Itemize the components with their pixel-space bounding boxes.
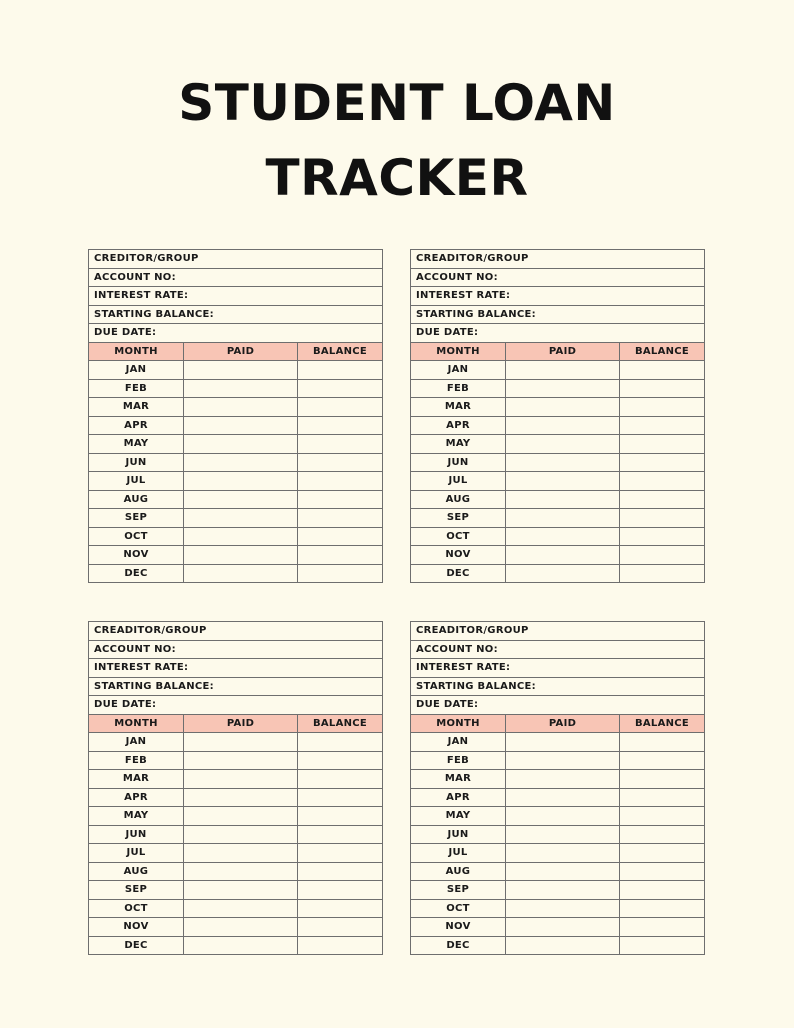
info-field-label[interactable]: INTEREST RATE: [411,659,705,678]
paid-cell[interactable] [184,825,298,844]
balance-cell[interactable] [620,527,705,546]
table-row [411,936,705,955]
month-label: JUN [411,453,506,472]
balance-cell[interactable] [298,751,383,770]
info-row [411,305,705,324]
month-column-header: MONTH [411,714,506,733]
paid-cell[interactable] [506,751,620,770]
info-field-label[interactable]: STARTING BALANCE: [411,677,705,696]
balance-cell[interactable] [298,472,383,491]
table-row [411,361,705,380]
table-row [89,398,383,417]
paid-cell[interactable] [506,918,620,937]
balance-cell[interactable] [298,899,383,918]
paid-cell[interactable] [506,881,620,900]
balance-cell[interactable] [620,936,705,955]
balance-cell[interactable] [298,546,383,565]
month-label: JUL [411,472,506,491]
paid-cell[interactable] [184,881,298,900]
paid-cell[interactable] [506,361,620,380]
info-row [89,268,383,287]
balance-cell[interactable] [620,918,705,937]
table-row [89,564,383,583]
table-row [89,472,383,491]
paid-cell[interactable] [506,546,620,565]
month-column-header: MONTH [411,342,506,361]
paid-cell[interactable] [184,862,298,881]
info-field-label[interactable]: STARTING BALANCE: [411,305,705,324]
month-label: NOV [89,546,184,565]
table-row [411,564,705,583]
paid-cell[interactable] [506,509,620,528]
balance-cell[interactable] [298,788,383,807]
paid-cell[interactable] [184,416,298,435]
paid-column-header: PAID [506,714,620,733]
loan-tracker-table [410,249,705,583]
balance-column-header: BALANCE [620,342,705,361]
month-label: MAR [411,770,506,789]
table-header-row [89,342,383,361]
balance-cell[interactable] [620,770,705,789]
table-row [89,899,383,918]
info-row [411,696,705,715]
month-label: DEC [89,936,184,955]
paid-cell[interactable] [506,899,620,918]
paid-cell[interactable] [184,751,298,770]
table-row [411,416,705,435]
month-label: MAR [411,398,506,417]
balance-cell[interactable] [620,379,705,398]
info-row [411,659,705,678]
info-field-label[interactable]: ACCOUNT NO: [411,640,705,659]
paid-cell[interactable] [506,733,620,752]
paid-cell[interactable] [184,564,298,583]
month-label: OCT [411,899,506,918]
month-label: JUN [89,453,184,472]
table-row [89,862,383,881]
month-label: AUG [411,490,506,509]
balance-cell[interactable] [298,490,383,509]
month-label: NOV [411,918,506,937]
paid-cell[interactable] [506,770,620,789]
paid-cell[interactable] [184,733,298,752]
info-row [411,287,705,306]
month-label: JAN [411,361,506,380]
table-row [411,881,705,900]
balance-cell[interactable] [298,918,383,937]
paid-column-header: PAID [184,342,298,361]
loan-tracker-table [410,621,705,955]
table-row [89,546,383,565]
balance-cell[interactable] [298,733,383,752]
month-label: OCT [89,899,184,918]
paid-cell[interactable] [184,472,298,491]
info-row [89,677,383,696]
paid-cell[interactable] [506,825,620,844]
table-row [89,770,383,789]
paid-cell[interactable] [506,472,620,491]
balance-cell[interactable] [620,490,705,509]
balance-cell[interactable] [298,379,383,398]
balance-cell[interactable] [620,862,705,881]
month-label: DEC [411,564,506,583]
table-row [89,416,383,435]
info-field-label[interactable]: ACCOUNT NO: [89,268,383,287]
table-row [89,936,383,955]
table-row [89,881,383,900]
balance-cell[interactable] [298,435,383,454]
paid-cell[interactable] [184,509,298,528]
month-column-header: MONTH [89,342,184,361]
paid-cell[interactable] [506,844,620,863]
balance-cell[interactable] [620,564,705,583]
info-field-label[interactable]: DUE DATE: [89,324,383,343]
table-header-row [411,714,705,733]
balance-cell[interactable] [620,788,705,807]
info-row [411,250,705,269]
month-label: MAR [89,398,184,417]
info-field-label[interactable]: INTEREST RATE: [411,287,705,306]
table-row [89,825,383,844]
month-label: AUG [89,862,184,881]
table-row [89,361,383,380]
balance-cell[interactable] [298,398,383,417]
month-label: JUL [89,472,184,491]
month-label: MAY [89,435,184,454]
info-row [89,640,383,659]
table-row [89,733,383,752]
month-label: MAY [89,807,184,826]
info-field-label[interactable]: ACCOUNT NO: [411,268,705,287]
table-row [411,472,705,491]
month-label: APR [411,788,506,807]
balance-cell[interactable] [298,862,383,881]
table-row [411,844,705,863]
paid-cell[interactable] [506,435,620,454]
paid-cell[interactable] [184,398,298,417]
month-label: APR [89,788,184,807]
paid-cell[interactable] [184,490,298,509]
table-row [411,918,705,937]
balance-cell[interactable] [620,881,705,900]
balance-cell[interactable] [298,844,383,863]
table-row [411,379,705,398]
table-row [411,770,705,789]
month-label: SEP [411,509,506,528]
balance-cell[interactable] [298,564,383,583]
info-field-label[interactable]: INTEREST RATE: [89,287,383,306]
balance-column-header: BALANCE [298,714,383,733]
month-label: DEC [411,936,506,955]
paid-cell[interactable] [184,379,298,398]
month-label: JUN [411,825,506,844]
info-row [411,622,705,641]
month-label: AUG [89,490,184,509]
paid-cell[interactable] [184,936,298,955]
paid-cell[interactable] [506,398,620,417]
paid-cell[interactable] [184,844,298,863]
paid-cell[interactable] [184,788,298,807]
balance-column-header: BALANCE [620,714,705,733]
table-row [89,509,383,528]
table-row [411,490,705,509]
paid-cell[interactable] [506,862,620,881]
month-label: NOV [89,918,184,937]
table-row [89,435,383,454]
table-row [89,490,383,509]
paid-cell[interactable] [506,564,620,583]
balance-cell[interactable] [298,527,383,546]
paid-cell[interactable] [184,807,298,826]
info-field-label[interactable]: CREADITOR/GROUP [411,622,705,641]
table-row [89,807,383,826]
month-label: MAY [411,807,506,826]
month-label: FEB [411,379,506,398]
info-field-label[interactable]: DUE DATE: [411,696,705,715]
info-row [89,250,383,269]
month-label: JAN [89,361,184,380]
paid-column-header: PAID [184,714,298,733]
balance-cell[interactable] [298,453,383,472]
table-row [89,379,383,398]
month-label: FEB [411,751,506,770]
paid-cell[interactable] [506,936,620,955]
table-header-row [89,714,383,733]
balance-cell[interactable] [620,398,705,417]
paid-cell[interactable] [506,527,620,546]
balance-cell[interactable] [620,435,705,454]
paid-cell[interactable] [184,453,298,472]
balance-cell[interactable] [620,509,705,528]
month-label: NOV [411,546,506,565]
balance-cell[interactable] [620,416,705,435]
paid-cell[interactable] [184,770,298,789]
balance-cell[interactable] [620,807,705,826]
month-label: FEB [89,379,184,398]
balance-cell[interactable] [620,751,705,770]
balance-cell[interactable] [298,770,383,789]
info-field-label[interactable]: CREADITOR/GROUP [411,250,705,269]
info-field-label[interactable]: STARTING BALANCE: [89,677,383,696]
info-row [411,640,705,659]
balance-cell[interactable] [298,936,383,955]
info-field-label[interactable]: DUE DATE: [89,696,383,715]
info-row [89,305,383,324]
paid-column-header: PAID [506,342,620,361]
info-field-label[interactable]: DUE DATE: [411,324,705,343]
info-row [411,677,705,696]
paid-cell[interactable] [184,546,298,565]
paid-cell[interactable] [184,918,298,937]
balance-column-header: BALANCE [298,342,383,361]
paid-cell[interactable] [506,379,620,398]
balance-cell[interactable] [298,416,383,435]
month-label: AUG [411,862,506,881]
table-row [411,546,705,565]
month-label: OCT [411,527,506,546]
balance-cell[interactable] [620,472,705,491]
page-title-line-2: TRACKER [265,149,529,207]
month-label: APR [89,416,184,435]
info-field-label[interactable]: STARTING BALANCE: [89,305,383,324]
month-label: APR [411,416,506,435]
table-row [411,435,705,454]
balance-cell[interactable] [620,546,705,565]
month-label: JUL [89,844,184,863]
info-field-label[interactable]: ACCOUNT NO: [89,640,383,659]
table-row [89,788,383,807]
month-label: OCT [89,527,184,546]
table-row [411,825,705,844]
balance-cell[interactable] [620,453,705,472]
paid-cell[interactable] [184,527,298,546]
month-label: JUL [411,844,506,863]
info-row [411,324,705,343]
month-label: SEP [89,509,184,528]
balance-cell[interactable] [298,825,383,844]
month-label: JAN [411,733,506,752]
month-label: FEB [89,751,184,770]
balance-cell[interactable] [620,825,705,844]
balance-cell[interactable] [298,361,383,380]
info-row [89,622,383,641]
month-label: JUN [89,825,184,844]
month-column-header: MONTH [89,714,184,733]
table-row [411,733,705,752]
paid-cell[interactable] [506,807,620,826]
balance-cell[interactable] [298,881,383,900]
info-row [411,268,705,287]
balance-cell[interactable] [620,733,705,752]
table-row [89,527,383,546]
paid-cell[interactable] [506,453,620,472]
table-header-row [411,342,705,361]
paid-cell[interactable] [184,361,298,380]
month-label: MAY [411,435,506,454]
table-row [411,453,705,472]
month-label: JAN [89,733,184,752]
month-label: DEC [89,564,184,583]
loan-tracker-table [88,249,383,583]
month-label: SEP [89,881,184,900]
table-row [411,862,705,881]
paid-cell[interactable] [184,435,298,454]
page-title-line-1: STUDENT LOAN [178,74,616,132]
table-row [89,453,383,472]
balance-cell[interactable] [298,807,383,826]
table-row [411,899,705,918]
paid-cell[interactable] [506,416,620,435]
balance-cell[interactable] [620,844,705,863]
balance-cell[interactable] [620,361,705,380]
table-row [89,844,383,863]
info-row [89,696,383,715]
info-row [89,659,383,678]
month-label: SEP [411,881,506,900]
paid-cell[interactable] [506,788,620,807]
table-row [411,751,705,770]
table-row [411,509,705,528]
paid-cell[interactable] [506,490,620,509]
info-field-label[interactable]: CREDITOR/GROUP [89,250,383,269]
table-row [411,788,705,807]
month-label: MAR [89,770,184,789]
table-row [89,918,383,937]
balance-cell[interactable] [620,899,705,918]
loan-tracker-table [88,621,383,955]
table-row [89,751,383,770]
paid-cell[interactable] [184,899,298,918]
info-field-label[interactable]: INTEREST RATE: [89,659,383,678]
info-field-label[interactable]: CREADITOR/GROUP [89,622,383,641]
balance-cell[interactable] [298,509,383,528]
table-row [411,527,705,546]
table-row [411,807,705,826]
info-row [89,324,383,343]
info-row [89,287,383,306]
table-row [411,398,705,417]
